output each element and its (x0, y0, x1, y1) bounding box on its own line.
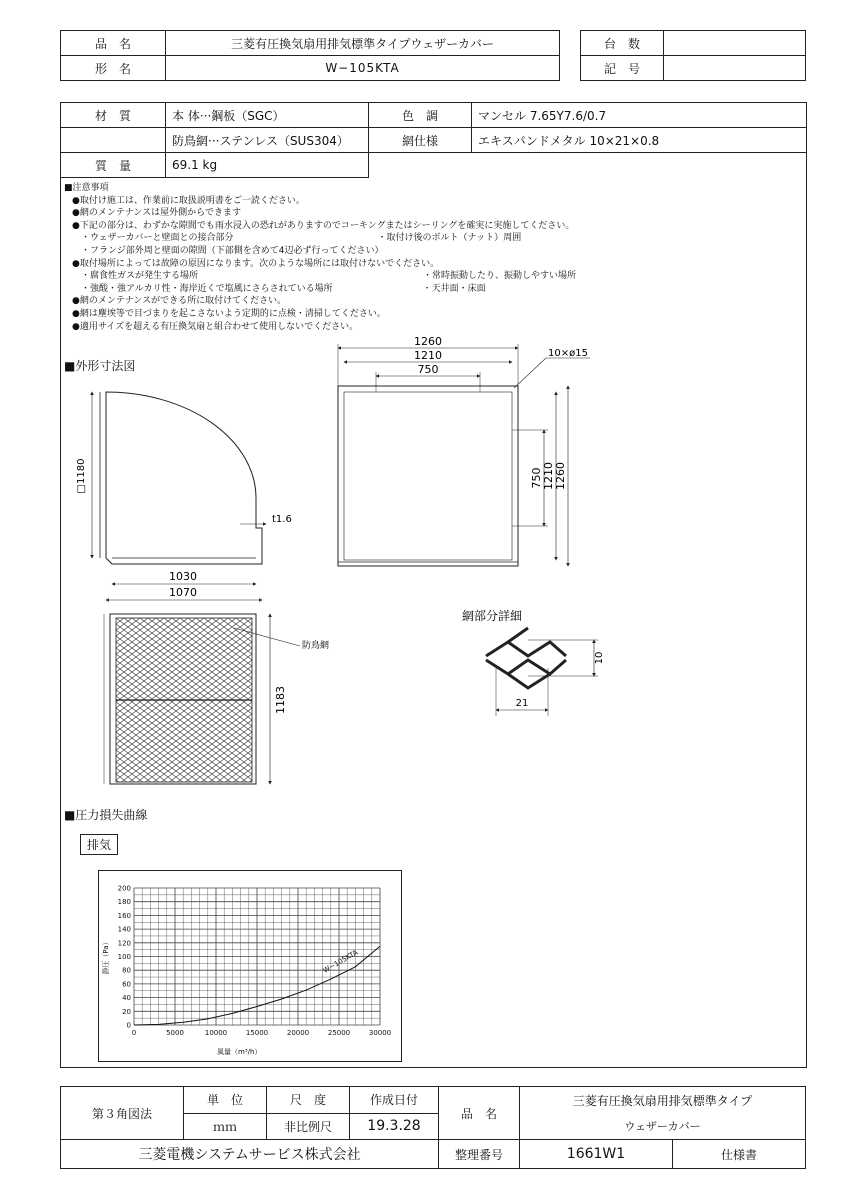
y-tick-label: 120 (117, 939, 131, 948)
front-h-1260: 1260 (554, 462, 567, 490)
x-tick-label: 30000 (368, 1029, 392, 1037)
unit-label: 単 位 (184, 1087, 267, 1114)
material-label: 材 質 (61, 103, 166, 128)
x-tick-label: 25000 (327, 1029, 351, 1037)
model-value: W−105KTA (166, 56, 560, 81)
company-name: 三菱電機システムサービス株式会社 (61, 1140, 439, 1169)
net-label: 防鳥網 (302, 641, 330, 651)
mesh-title: 網部分詳細 (462, 609, 523, 623)
x-tick-label: 5000 (166, 1029, 184, 1037)
y-tick-label: 20 (122, 1007, 131, 1016)
material-net: 防鳥網···ステンレス（SUS304） (166, 128, 369, 153)
series-label: W−105KTA (321, 948, 360, 975)
number-label: 整理番号 (439, 1140, 520, 1169)
mesh-h: 10 (594, 651, 605, 665)
front-h-1210: 1210 (542, 462, 555, 490)
note-line: ・フランジ部外周と壁面の隙間（下部側を含めて4辺必ず行ってください） (72, 245, 384, 256)
net-spec-value: エキスパンドメタル 10×21×0.8 (472, 128, 807, 153)
footer-product-line1: 三菱有圧換気扇用排気標準タイプ (520, 1087, 806, 1114)
quantity-label: 台 数 (581, 31, 664, 56)
thickness-label: t1.6 (272, 514, 292, 525)
y-tick-label: 100 (117, 953, 131, 961)
doc-type: 仕様書 (673, 1140, 806, 1169)
hole-label: 10×ø15 (548, 348, 588, 359)
product-name: 三菱有圧換気扇用排気標準タイプウェザーカバー (166, 31, 560, 56)
note-line: ●取付け施工は、作業前に取扱説明書をご一読ください。 (72, 195, 305, 206)
side-dim-1070: 1070 (169, 586, 197, 599)
front-w-1260: 1260 (414, 335, 442, 348)
note-line: ●網のメンテナンスは屋外側からできます (72, 208, 242, 219)
exhaust-tag: 排気 (80, 834, 118, 855)
scale-value: 非比例尺 (267, 1113, 350, 1140)
note-line: ●適用サイズを超える有圧換気扇と組合わせて使用しないでください。 (72, 321, 359, 332)
front-w-750: 750 (417, 363, 439, 376)
date-label: 作成日付 (350, 1087, 439, 1114)
net-view (104, 614, 300, 784)
product-label: 品 名 (61, 31, 166, 56)
x-tick-label: 10000 (204, 1029, 228, 1037)
y-tick-label: 160 (117, 911, 131, 920)
y-tick-label: 80 (122, 966, 131, 975)
y-tick-label: 60 (122, 980, 131, 989)
note-line: ●網のメンテナンスができる所に取付けてください。 (72, 296, 287, 307)
notes-title: ■注意事項 (64, 183, 109, 193)
footer-product-label: 品 名 (439, 1087, 520, 1140)
mesh-detail (486, 628, 598, 716)
curve-section-title: ■圧力損失曲線 (64, 808, 148, 822)
note-line: ・ウェザーカバーと壁面との接合部分 ・取付け後のボルト（ナット）周囲 (72, 233, 522, 244)
date-value: 19.3.28 (350, 1113, 439, 1140)
net-spec-label: 網仕様 (369, 128, 472, 153)
footer-product-line2: ウェザーカバー (520, 1113, 806, 1140)
note-line: ・強酸・強アルカリ性・海岸近くで塩風にさらされている場所 ・天井面・床面 (72, 283, 486, 294)
y-axis-label: 静圧（Pa） (102, 938, 110, 975)
weight-value: 69.1 kg (166, 153, 369, 178)
x-tick-label: 20000 (286, 1029, 310, 1037)
weight-label: 質 量 (61, 153, 166, 178)
net-height: 1183 (274, 686, 287, 714)
note-line: ・腐食性ガスが発生する場所 ・常時振動したり、振動しやすい場所 (72, 271, 577, 282)
side-view (92, 392, 266, 600)
model-label: 形 名 (61, 56, 166, 81)
pressure-loss-chart (98, 870, 402, 1062)
front-h-750: 750 (530, 467, 543, 489)
side-dim-1030: 1030 (169, 570, 197, 583)
side-height-label: □1180 (76, 458, 87, 494)
mesh-w: 21 (515, 698, 529, 709)
note-line: ●網は塵埃等で目づまりを起こさないよう定期的に点検・清掃してください。 (72, 308, 386, 319)
front-w-1210: 1210 (414, 349, 442, 362)
y-tick-label: 180 (117, 898, 131, 907)
front-view (338, 344, 590, 566)
footer-table (60, 1086, 806, 1169)
note-line: ●取付場所によっては故障の原因になります。次のような場所には取付けないでください。 (72, 258, 440, 269)
scale-label: 尺 度 (267, 1087, 350, 1114)
projection-method: 第３角図法 (61, 1087, 184, 1140)
symbol-label: 記 号 (581, 56, 664, 81)
y-tick-label: 0 (126, 1021, 131, 1030)
y-tick-label: 140 (117, 925, 131, 934)
material-body: 本 体···鋼板（SGC） (166, 103, 369, 128)
color-label: 色 調 (369, 103, 472, 128)
color-value: マンセル 7.65Y7.6/0.7 (472, 103, 807, 128)
number-value: 1661W1 (520, 1140, 673, 1169)
unit-value: ｍｍ (184, 1113, 267, 1140)
drawing-section-title: ■外形寸法図 (64, 359, 136, 373)
y-tick-label: 40 (122, 994, 131, 1003)
x-tick-label: 15000 (245, 1029, 269, 1037)
x-tick-label: 0 (131, 1029, 137, 1037)
note-line: ●下記の部分は、わずかな隙間でも雨水浸入の恐れがありますのでコーキングまたはシーリングを確実に実施してください。 (72, 220, 575, 231)
x-axis-label: 風量（m³/h） (217, 1048, 262, 1056)
y-tick-label: 200 (117, 884, 131, 893)
